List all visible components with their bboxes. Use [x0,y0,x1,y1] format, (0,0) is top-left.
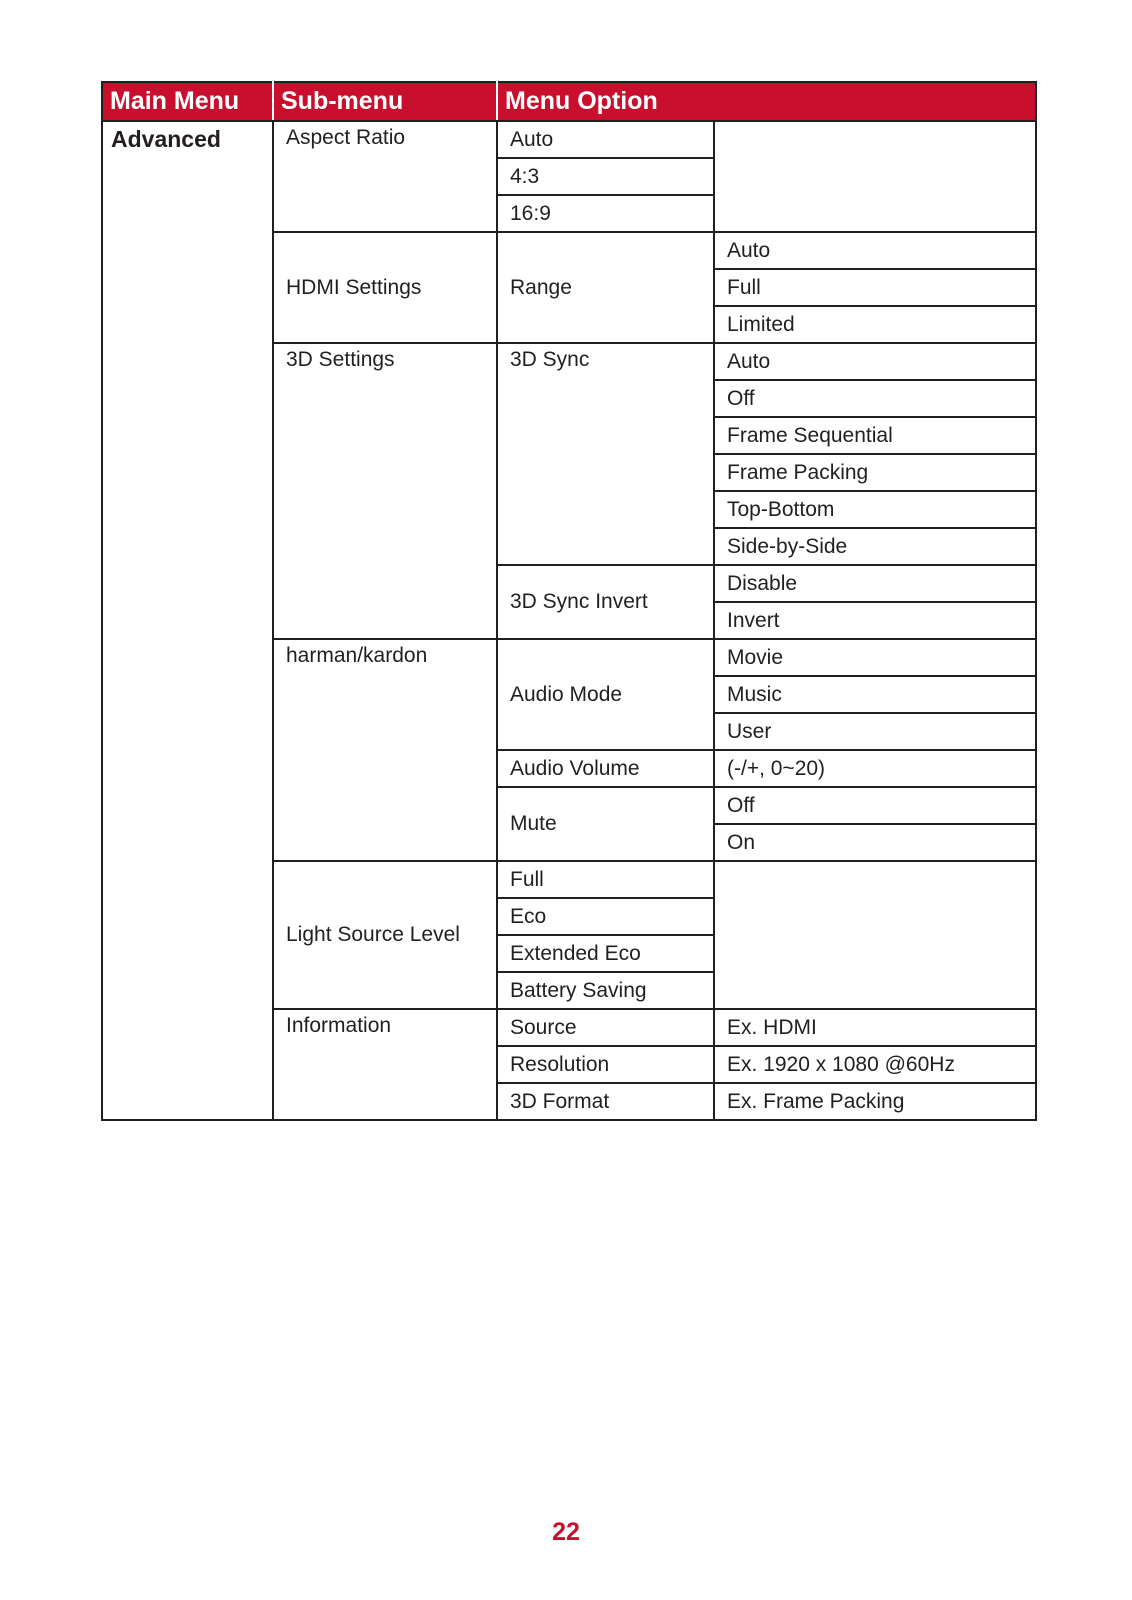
value-3d-sync-frame-packing: Frame Packing [714,454,1036,491]
option-light-eco: Eco [497,898,714,935]
page-number: 22 [552,1518,580,1546]
option-light-battery-saving: Battery Saving [497,972,714,1009]
info-resolution-value: Ex. 1920 x 1080 @60Hz [714,1046,1036,1083]
value-audio-volume: (-/+, 0~20) [714,750,1036,787]
info-source-label: Source [497,1009,714,1046]
info-3d-format-value: Ex. Frame Packing [714,1083,1036,1120]
option-audio-mode: Audio Mode [497,639,714,750]
option-light-extended-eco: Extended Eco [497,935,714,972]
info-resolution-label: Resolution [497,1046,714,1083]
value-3d-sync-invert-disable: Disable [714,565,1036,602]
header-main-menu: Main Menu [102,82,273,121]
info-3d-format-label: 3D Format [497,1083,714,1120]
option-range: Range [497,232,714,343]
option-aspect-16-9: 16:9 [497,195,714,232]
value-mute-off: Off [714,787,1036,824]
submenu-information: Information [273,1009,497,1120]
option-aspect-auto: Auto [497,121,714,158]
main-menu-advanced: Advanced [102,121,273,1120]
option-aspect-4-3: 4:3 [497,158,714,195]
table-row [102,121,1036,158]
value-mute-on: On [714,824,1036,861]
value-3d-sync-auto: Auto [714,343,1036,380]
submenu-light-source-level: Light Source Level [273,861,497,1009]
option-light-full: Full [497,861,714,898]
value-range-auto: Auto [714,232,1036,269]
value-3d-sync-invert-invert: Invert [714,602,1036,639]
value-3d-sync-off: Off [714,380,1036,417]
option-audio-volume: Audio Volume [497,750,714,787]
menu-table [101,81,1037,1121]
value-range-limited: Limited [714,306,1036,343]
value-3d-sync-top-bottom: Top-Bottom [714,491,1036,528]
submenu-aspect-ratio: Aspect Ratio [273,121,497,232]
info-source-value: Ex. HDMI [714,1009,1036,1046]
option-3d-sync-invert: 3D Sync Invert [497,565,714,639]
header-menu-option: Menu Option [497,82,1036,121]
header-row [102,82,1036,121]
value-3d-sync-side-by-side: Side-by-Side [714,528,1036,565]
value-3d-sync-frame-sequential: Frame Sequential [714,417,1036,454]
option-3d-sync: 3D Sync [497,343,714,565]
submenu-hdmi-settings: HDMI Settings [273,232,497,343]
submenu-3d-settings: 3D Settings [273,343,497,639]
value-audio-mode-movie: Movie [714,639,1036,676]
header-sub-menu: Sub-menu [273,82,497,121]
option-mute: Mute [497,787,714,861]
submenu-harman-kardon: harman/kardon [273,639,497,861]
empty-cell [714,861,1036,1009]
value-range-full: Full [714,269,1036,306]
empty-cell [714,121,1036,232]
value-audio-mode-user: User [714,713,1036,750]
value-audio-mode-music: Music [714,676,1036,713]
